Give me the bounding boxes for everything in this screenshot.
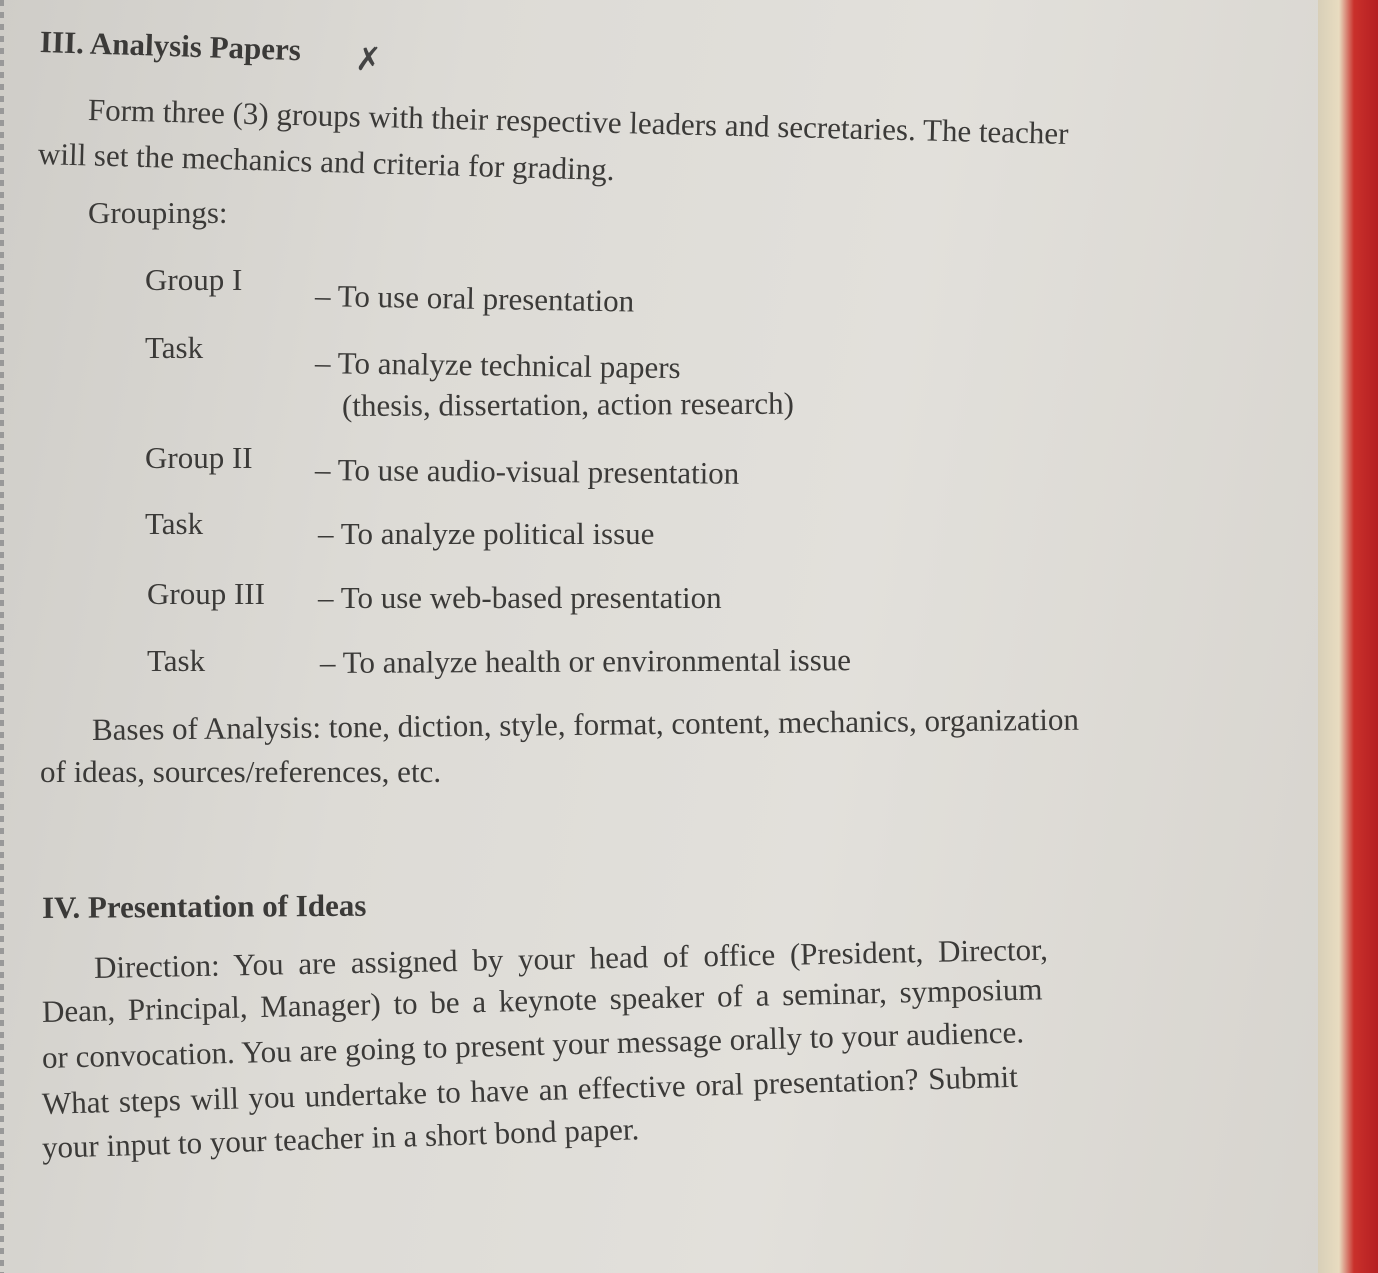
intro-line-2: will set the mechanics and criteria for grading. bbox=[37, 136, 616, 188]
row-desc: – To analyze health or environmental issue bbox=[319, 642, 852, 680]
direction-line-5: your input to your teacher in a short bond paper. bbox=[41, 1111, 640, 1165]
row-label: Group III bbox=[147, 576, 265, 611]
row-desc: – To analyze political issue bbox=[318, 516, 655, 551]
row-label: Task bbox=[145, 506, 204, 541]
groupings-label: Groupings: bbox=[88, 195, 228, 230]
bases-line-2: of ideas, sources/references, etc. bbox=[40, 754, 442, 789]
direction-line-4: What steps will you undertake to have an effective oral presentation? Submit bbox=[41, 1058, 1019, 1121]
page-edge bbox=[1318, 0, 1378, 1273]
row-desc: – To use web-based presentation bbox=[318, 580, 722, 615]
direction-line-2: Dean, Principal, Manager) to be a keynote speaker of a seminar, symposium bbox=[41, 971, 1043, 1029]
row-label: Task bbox=[147, 643, 206, 678]
direction-line-3: or convocation. You are going to present your message orally to your audience. bbox=[41, 1014, 1025, 1075]
row-desc: – To analyze technical papers bbox=[314, 345, 681, 386]
row-desc: – To use audio-visual presentation bbox=[314, 452, 740, 491]
row-desc-continued: (thesis, dissertation, action research) bbox=[341, 385, 795, 423]
bases-line-1: Bases of Analysis: tone, diction, style, format, content, mechanics, organization bbox=[91, 701, 1080, 747]
handwritten-x-mark: ✗ bbox=[355, 41, 382, 77]
section-3-heading: III. Analysis Papers bbox=[39, 24, 302, 68]
row-desc: – To use oral presentation bbox=[314, 278, 635, 319]
intro-line-1: Form three (3) groups with their respective leaders and secretaries. The teacher bbox=[87, 92, 1069, 151]
direction-line-1: Direction: You are assigned by your head of office (President, Director, bbox=[93, 931, 1049, 985]
row-label: Group II bbox=[145, 440, 253, 475]
row-label: Group I bbox=[145, 262, 243, 297]
row-label: Task bbox=[145, 330, 204, 365]
section-4-heading: IV. Presentation of Ideas bbox=[41, 887, 367, 925]
binding-edge bbox=[0, 0, 4, 1273]
